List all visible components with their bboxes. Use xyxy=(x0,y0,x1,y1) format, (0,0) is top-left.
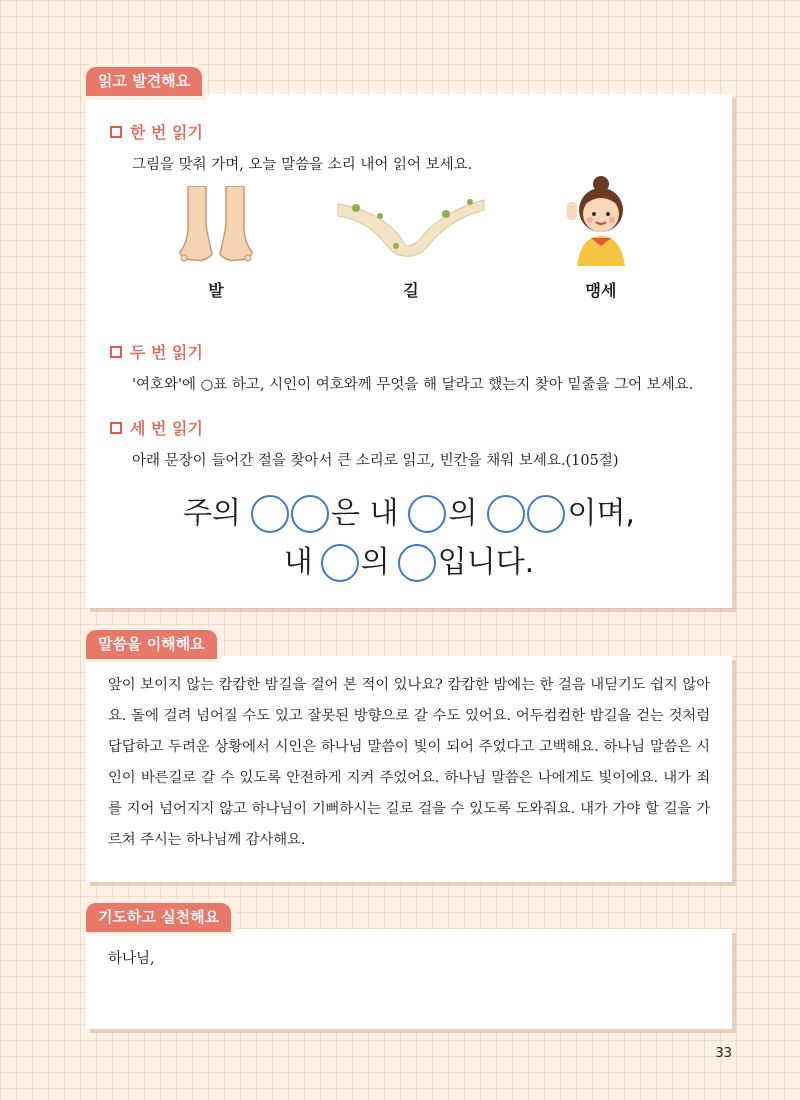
fill-text: 이며, xyxy=(567,496,635,531)
blank-circle[interactable] xyxy=(408,495,446,533)
blank-circle[interactable] xyxy=(487,495,525,533)
fill-in-line-1 xyxy=(86,493,732,535)
checkbox-icon xyxy=(110,346,122,358)
picture-caption: 발 xyxy=(208,281,224,300)
step-header xyxy=(110,340,693,363)
oath-girl-icon xyxy=(551,176,651,266)
read-discover-card xyxy=(86,94,732,608)
fill-text: 은 내 xyxy=(330,496,399,531)
step-title: 세 번 읽기 xyxy=(130,419,203,438)
step-instruction: 그림을 맞춰 가며, 오늘 말씀을 소리 내어 읽어 보세요. xyxy=(132,157,473,173)
blank-circle[interactable] xyxy=(527,495,565,533)
prayer-text: 하나님, xyxy=(108,951,155,967)
picture-caption: 맹세 xyxy=(585,281,617,300)
fill-in-line-2 xyxy=(86,542,732,584)
blank-circle[interactable] xyxy=(251,495,289,533)
picture-caption: 길 xyxy=(403,281,419,300)
page-number: 33 xyxy=(715,1046,732,1061)
step-read-thrice xyxy=(110,416,619,470)
blank-circle[interactable] xyxy=(398,544,436,582)
blank-circle[interactable] xyxy=(291,495,329,533)
fill-text: 의 xyxy=(448,496,478,531)
step-header xyxy=(110,120,472,143)
fill-text: 주의 xyxy=(183,496,241,531)
checkbox-icon xyxy=(110,126,122,138)
step-title: 한 번 읽기 xyxy=(130,123,203,142)
section-tab-understand: 말씀을 이해해요 xyxy=(86,630,217,659)
blank-circle[interactable] xyxy=(321,544,359,582)
fill-text: 의 xyxy=(360,545,390,580)
feet-icon xyxy=(166,186,266,266)
pray-card[interactable] xyxy=(86,929,732,1029)
picture-road xyxy=(336,186,486,301)
fill-text: 입니다. xyxy=(437,545,535,580)
checkbox-icon xyxy=(110,422,122,434)
picture-feet xyxy=(151,186,281,301)
step-header xyxy=(110,416,619,439)
section-tab-read-discover: 읽고 발견해요 xyxy=(86,67,202,96)
step-title: 두 번 읽기 xyxy=(130,343,203,362)
understand-paragraph: 앞이 보이지 않는 캄캄한 밤길을 걸어 본 적이 있나요? 캄캄한 밤에는 한 걸음 내딛기도 쉽지 않아요. 돌에 걸려 넘어질 수도 있고 잘못된 방향으로 갈 수도 있어요. 어두컴컴한 밤길을 걷는 것처럼 답답하고 두려운 상황에서 시인은 하나님 말씀이 빛이 되어 주었다고 고백해요. 하나님 말씀은 시인이 바른길로 갈 수 있도록 안전하게 지켜 주었어요. 하나님 말씀은 나에게도 빛이에요. 내가 죄를 지어 넘어지지 않고 하나님이 기뻐하시는 길로 걸을 수 있도록 도와줘요. 내가 가야 할 길을 가르쳐 주시는 하나님께 감사해요. xyxy=(108,677,710,848)
fill-text: 내 xyxy=(283,545,313,580)
step-instruction: 아래 문장이 들어간 절을 찾아서 큰 소리로 읽고, 빈칸을 채워 보세요.(105절) xyxy=(132,453,619,469)
understand-card xyxy=(86,656,732,882)
step-read-twice xyxy=(110,340,693,394)
road-icon xyxy=(336,186,486,266)
step-instruction: '여호와'에 ○표 하고, 시인이 여호와께 무엇을 해 달라고 했는지 찾아 밑줄을 그어 보세요. xyxy=(132,377,694,393)
step-read-once xyxy=(110,120,472,174)
section-tab-pray-practice: 기도하고 실천해요 xyxy=(86,903,231,932)
picture-oath xyxy=(536,176,666,301)
